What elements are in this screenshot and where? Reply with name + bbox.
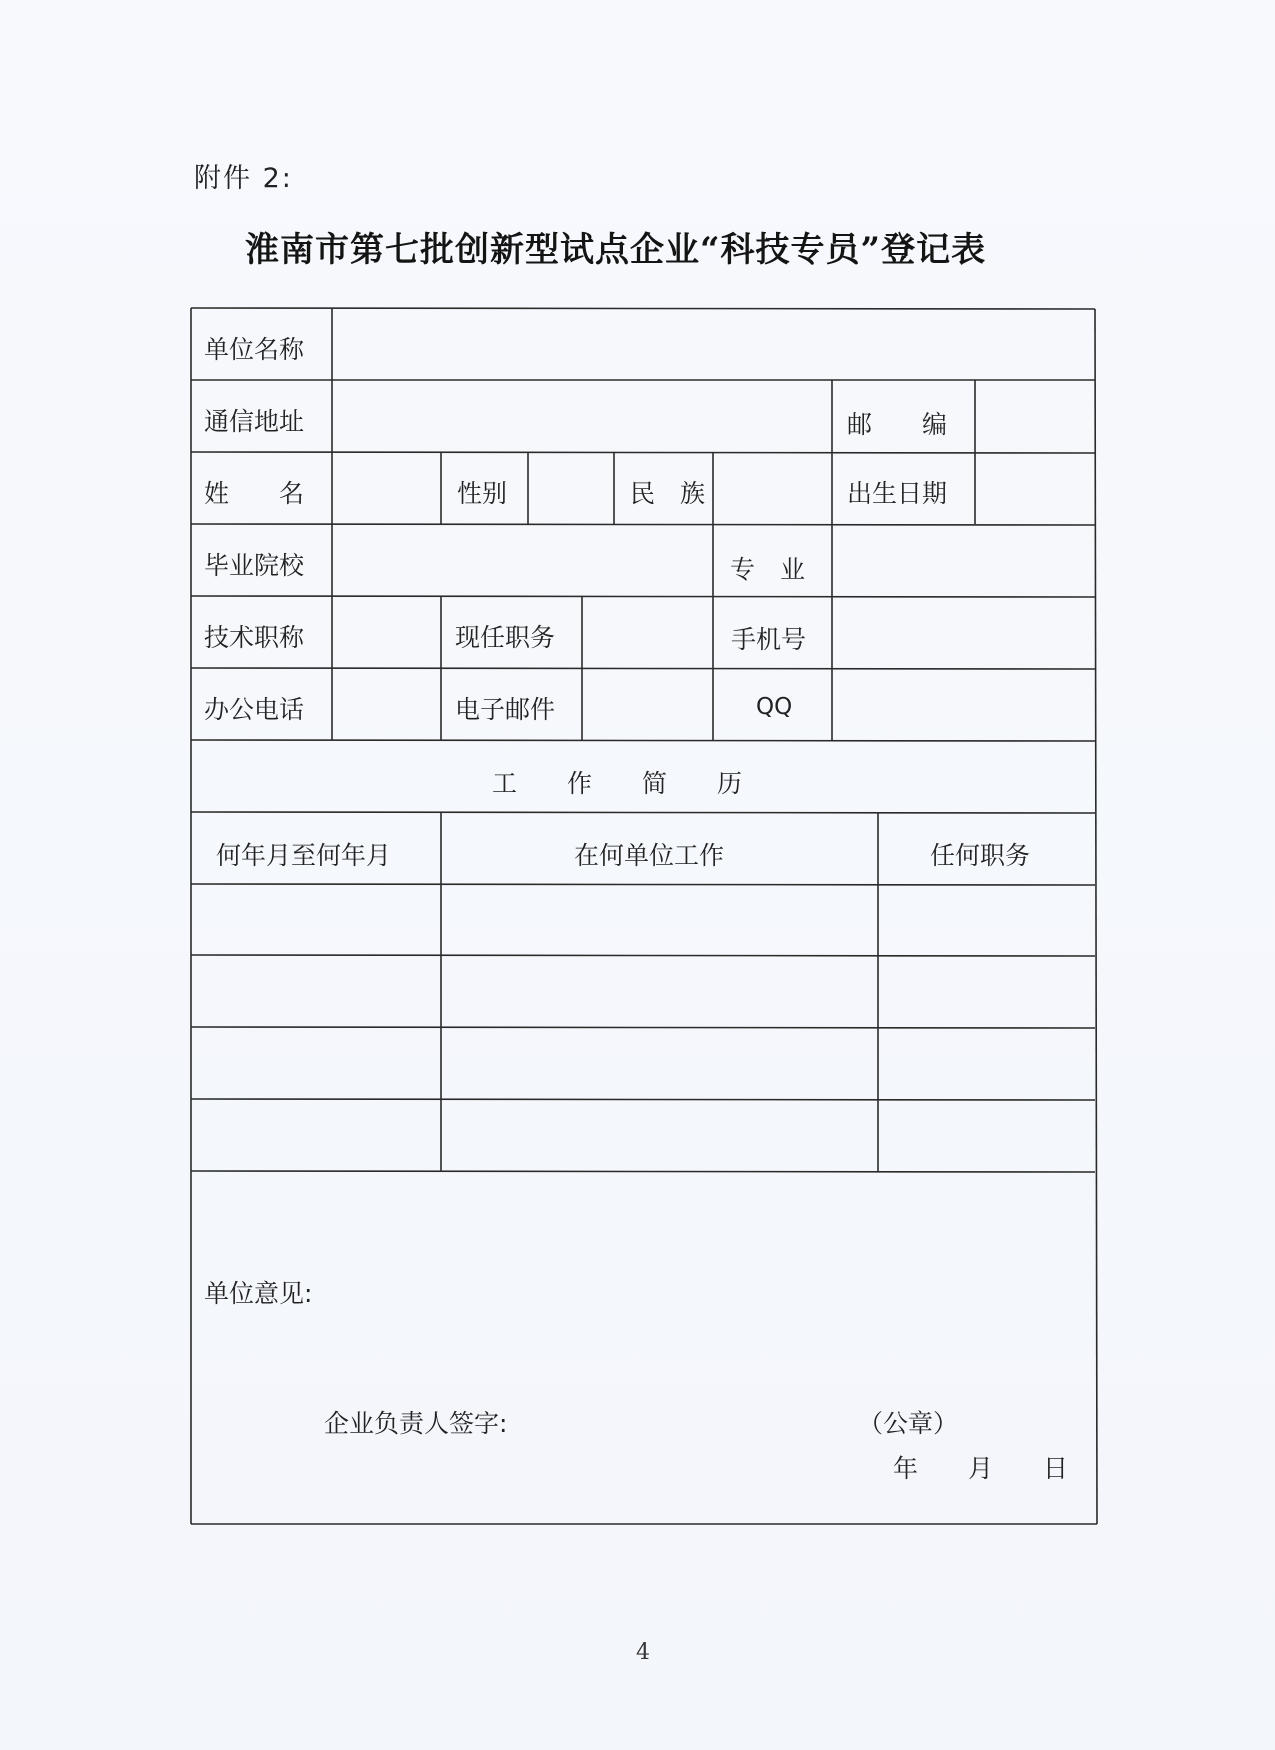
email-field[interactable] (584, 670, 711, 738)
ethnicity-label: 民 族 (630, 479, 706, 508)
employer-header: 在何单位工作 (574, 841, 725, 870)
birth-date-field[interactable] (977, 454, 1093, 522)
address-label: 通信地址 (204, 407, 305, 436)
resume-row-4-duty[interactable] (880, 1102, 1093, 1170)
attachment-label: 附件 2: (194, 163, 293, 194)
resume-row-2-employer[interactable] (443, 958, 876, 1026)
gender-field[interactable] (530, 454, 612, 522)
qq-field[interactable] (834, 670, 1093, 738)
office-phone-field[interactable] (334, 670, 439, 738)
school-field[interactable] (334, 526, 711, 594)
school-label: 毕业院校 (204, 551, 305, 580)
form-title: 淮南市第七批创新型试点企业“科技专员”登记表 (245, 230, 987, 270)
birth-date-label: 出生日期 (847, 479, 948, 508)
gender-label: 性别 (457, 479, 508, 508)
postcode-field[interactable] (977, 382, 1093, 450)
resume-row-1-employer[interactable] (443, 886, 876, 954)
unit-name-label: 单位名称 (204, 335, 305, 364)
postcode-label: 邮 编 (847, 410, 948, 439)
unit-name-field[interactable] (334, 310, 1093, 378)
resume-header: 工 作 简 历 (492, 769, 743, 798)
name-label: 姓 名 (204, 479, 305, 508)
resume-row-4-employer[interactable] (443, 1102, 876, 1170)
position-label: 现任职务 (455, 623, 556, 652)
office-phone-label: 办公电话 (204, 695, 305, 724)
resume-row-3-employer[interactable] (443, 1030, 876, 1098)
qq-label: QQ (756, 694, 793, 720)
title-label: 技术职称 (204, 623, 305, 652)
resume-row-4-period[interactable] (193, 1102, 439, 1170)
resume-row-2-duty[interactable] (880, 958, 1093, 1026)
duty-header: 任何职务 (930, 841, 1031, 870)
page-number: 4 (636, 1640, 650, 1665)
email-label: 电子邮件 (455, 695, 556, 724)
major-field[interactable] (834, 526, 1093, 594)
position-field[interactable] (584, 598, 711, 666)
resume-row-1-duty[interactable] (880, 886, 1093, 954)
date-label: 年 月 日 (893, 1454, 1069, 1483)
resume-row-3-duty[interactable] (880, 1030, 1093, 1098)
mobile-field[interactable] (834, 598, 1093, 666)
address-field[interactable] (334, 382, 830, 450)
seal-label: （公章） (858, 1409, 959, 1438)
period-header: 何年月至何年月 (216, 841, 392, 870)
ethnicity-field[interactable] (715, 454, 830, 522)
name-field[interactable] (334, 454, 439, 522)
title-field[interactable] (334, 598, 439, 666)
major-label: 专 业 (730, 555, 806, 584)
resume-row-1-period[interactable] (193, 886, 439, 954)
unit-opinion-label: 单位意见: (204, 1279, 313, 1308)
mobile-label: 手机号 (731, 625, 807, 654)
resume-row-3-period[interactable] (193, 1030, 439, 1098)
resume-row-2-period[interactable] (193, 958, 439, 1026)
signature-label: 企业负责人签字: (324, 1409, 508, 1438)
